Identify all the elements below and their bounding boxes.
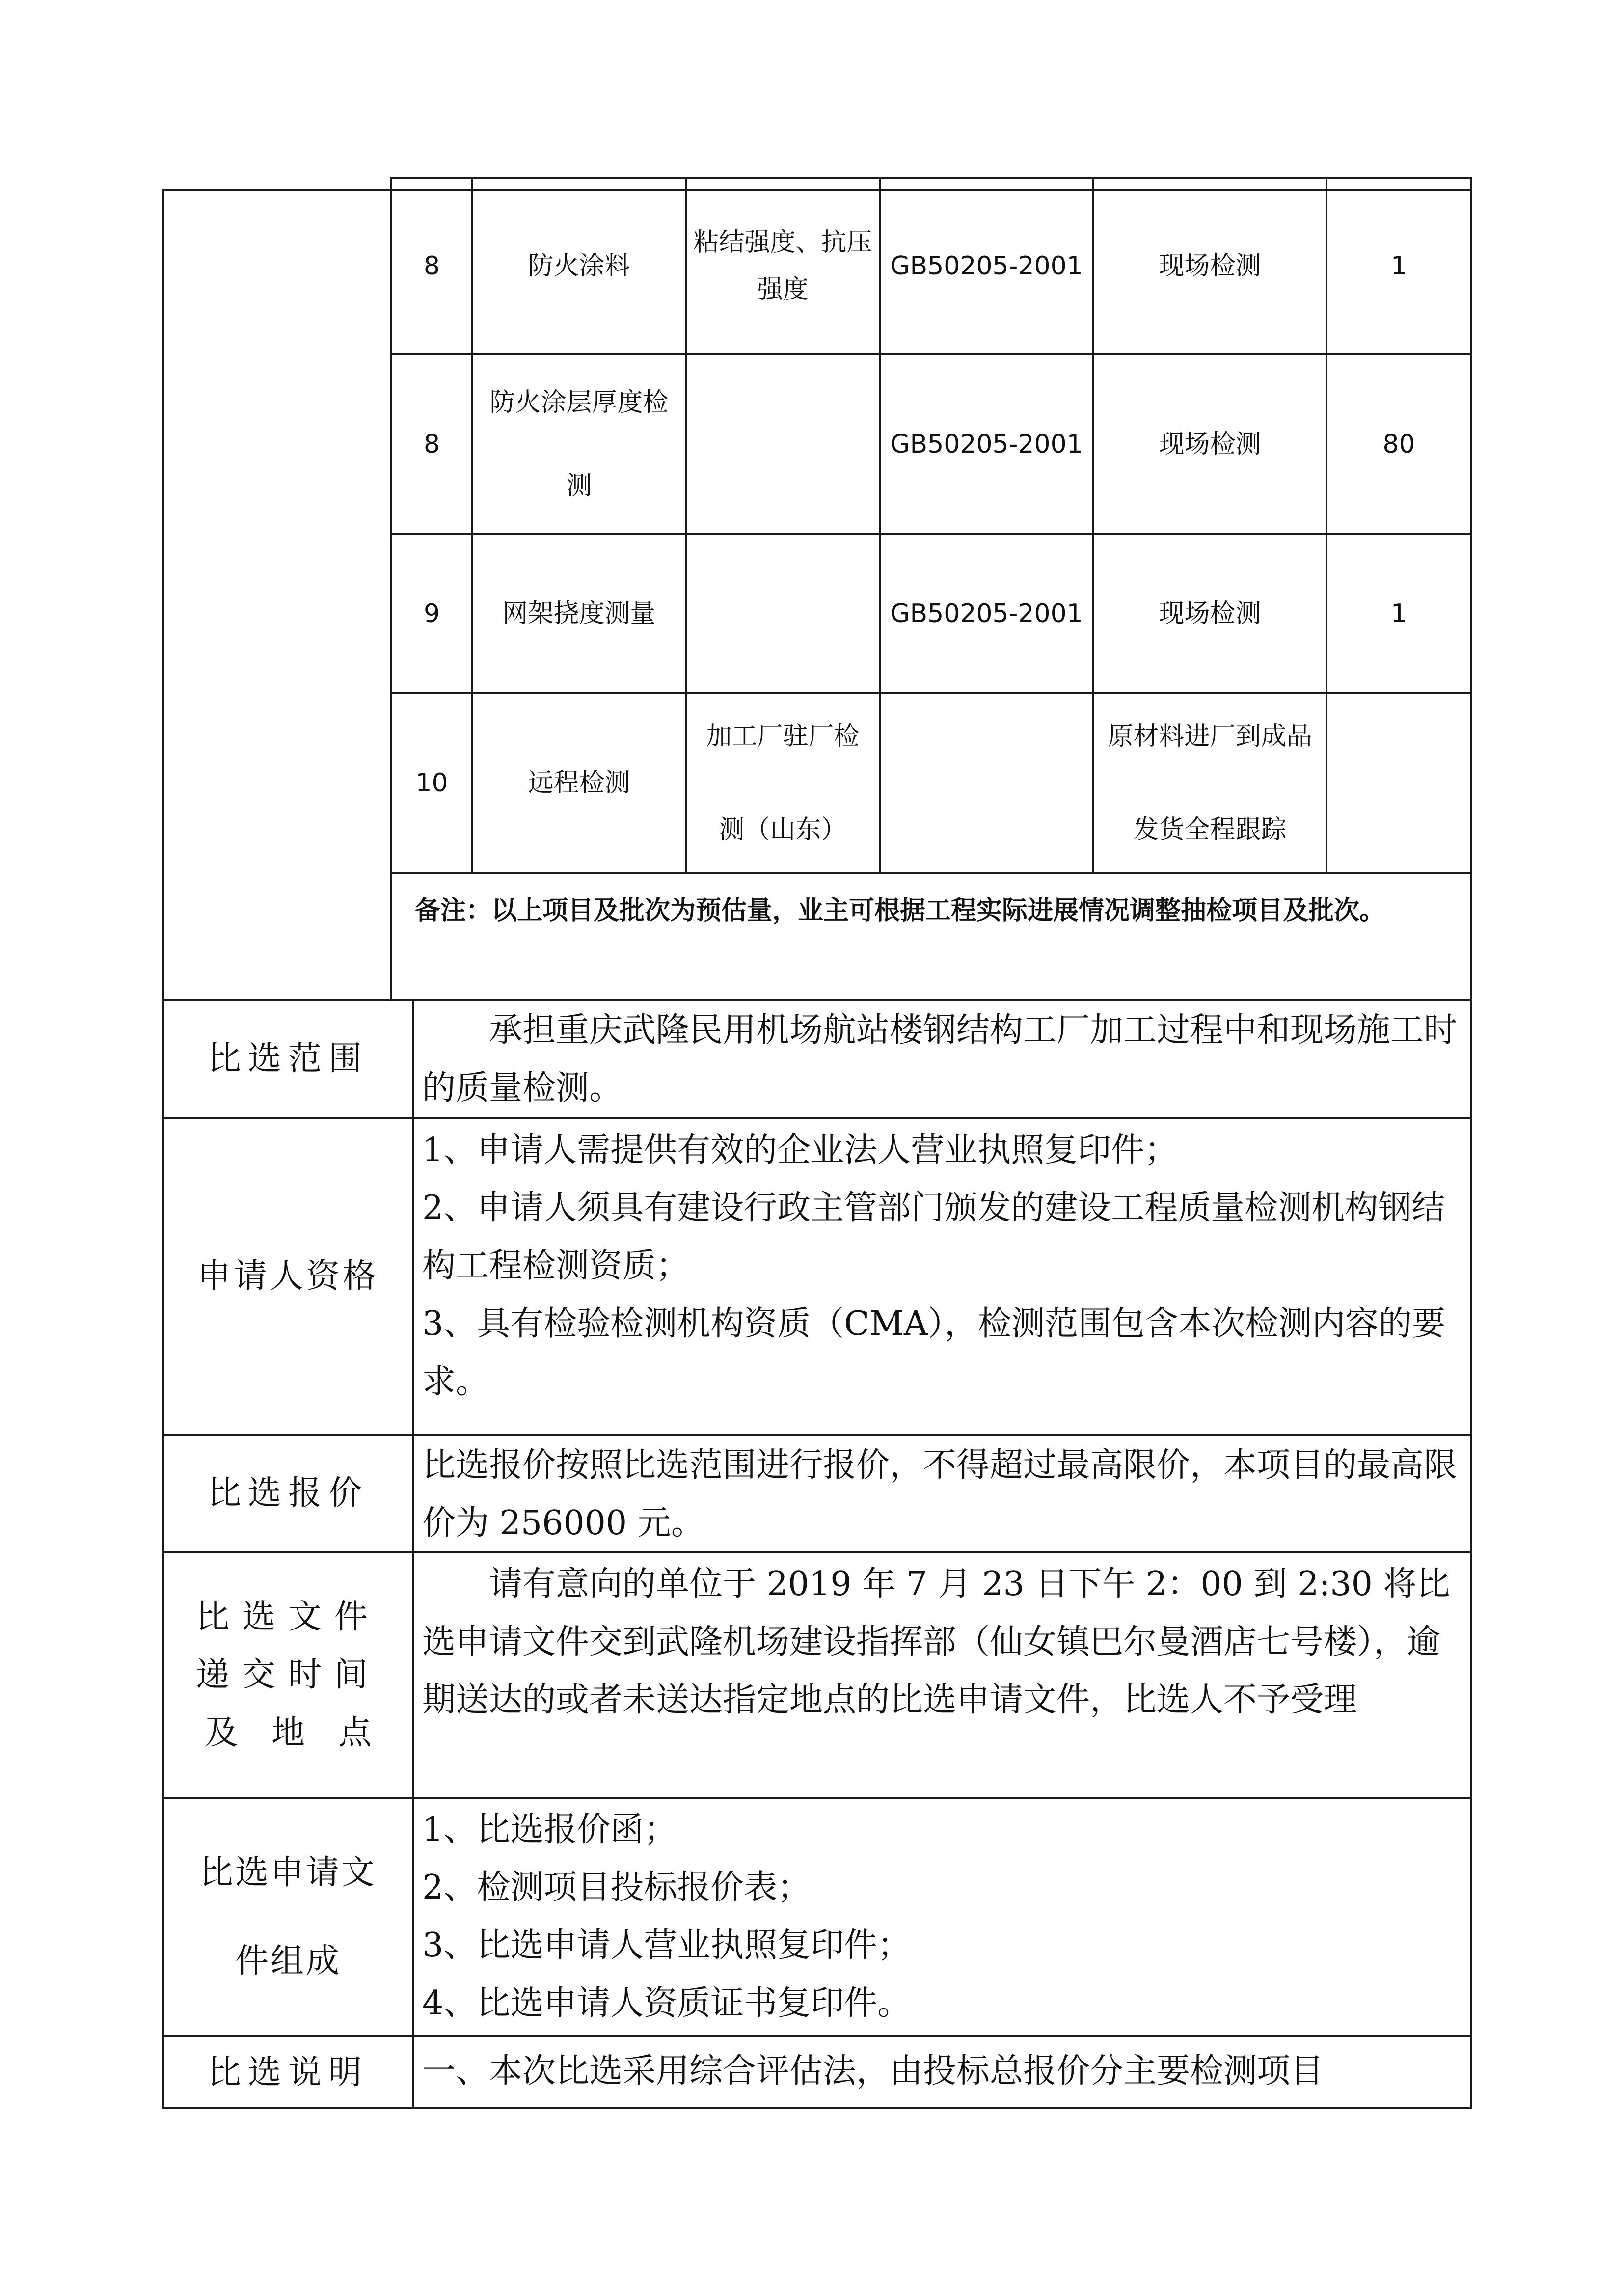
qualification-item: 1、申请人需提供有效的企业法人营业执照复印件； — [422, 1131, 1178, 1169]
item-name: 防火涂层厚度检测 — [489, 387, 669, 501]
section-label-explanation: 比选说明 — [207, 2053, 369, 2092]
submission-label-line: 比选文件 — [195, 1598, 380, 1636]
composition-item: 4、比选申请人资质证书复印件。 — [422, 1984, 911, 2023]
test-method: 现场检测 — [1159, 251, 1261, 281]
item-name: 防火涂料 — [528, 251, 630, 281]
item-name: 远程检测 — [528, 768, 630, 798]
row-number: 10 — [415, 768, 448, 798]
standard-code: GB50205-2001 — [890, 598, 1083, 628]
quantity — [1327, 694, 1470, 872]
section-content-scope: 承担重庆武隆民用机场航站楼钢结构工厂加工过程中和现场施工时的质量检测。 — [422, 1011, 1458, 1108]
qualification-item: 3、具有检验检测机构资质（CMA），检测范围包含本次检测内容的要求。 — [422, 1304, 1446, 1401]
section-label-composition — [164, 1799, 412, 2035]
standard-code: GB50205-2001 — [890, 429, 1083, 459]
test-parameter — [687, 535, 879, 692]
section-content-qualification — [422, 1121, 1465, 1411]
row-number: 8 — [423, 429, 440, 459]
section-label-qualification: 申请人资格 — [197, 1256, 379, 1296]
composition-label-line: 比选申请文 — [199, 1853, 377, 1892]
quantity: 1 — [1390, 251, 1407, 281]
table-divider — [1470, 177, 1472, 874]
section-label-scope: 比选范围 — [207, 1039, 369, 1078]
section-content-composition — [422, 1801, 1465, 2033]
section-label-price: 比选报价 — [207, 1474, 369, 1513]
section-content-submission: 请有意向的单位于 2019 年 7 月 23 日下午 2：00 到 2:30 将比选申请文件交到武隆机场建设指挥部（仙女镇巴尔曼酒店七号楼），逾期送达的或者未送达指定地点的比选申请文件，比选人不予受理 — [422, 1565, 1450, 1719]
qualification-item: 2、申请人须具有建设行政主管部门颁发的建设工程质量检测机构钢结构工程检测资质； — [422, 1189, 1445, 1285]
test-parameter: 加工厂驻厂检测（山东） — [706, 722, 860, 844]
composition-item: 1、比选报价函； — [422, 1810, 677, 1849]
submission-label-line: 及 地 点 — [204, 1713, 372, 1752]
composition-item: 3、比选申请人营业执照复印件； — [422, 1926, 911, 1965]
composition-item: 2、检测项目投标报价表； — [422, 1868, 811, 1907]
section-content-price: 比选报价按照比选范围进行报价，不得超过最高限价，本项目的最高限价为 256000 元。 — [422, 1446, 1458, 1543]
test-method: 现场检测 — [1159, 429, 1261, 459]
section-content-explanation: 一、本次比选采用综合评估法，由投标总报价分主要检测项目 — [422, 2052, 1324, 2090]
section-label-submission — [164, 1553, 412, 1797]
submission-label-line: 递交时间 — [195, 1656, 380, 1694]
item-name: 网架挠度测量 — [502, 598, 656, 628]
test-parameter: 粘结强度、抗压强度 — [693, 228, 872, 304]
test-method: 现场检测 — [1159, 598, 1261, 628]
standard-code: GB50205-2001 — [890, 251, 1083, 281]
quantity: 80 — [1382, 429, 1415, 459]
label-column-divider — [412, 999, 414, 2109]
composition-label-line: 件组成 — [235, 1941, 341, 1981]
quantity: 1 — [1390, 598, 1407, 628]
test-parameter — [687, 355, 879, 533]
row-number: 8 — [423, 251, 440, 281]
standard-code — [881, 694, 1092, 872]
table-note: 备注：以上项目及批次为预估量，业主可根据工程实际进展情况调整抽检项目及批次。 — [415, 896, 1385, 925]
test-method: 原材料进厂到成品发货全程跟踪 — [1108, 722, 1312, 844]
row-number: 9 — [423, 598, 440, 628]
